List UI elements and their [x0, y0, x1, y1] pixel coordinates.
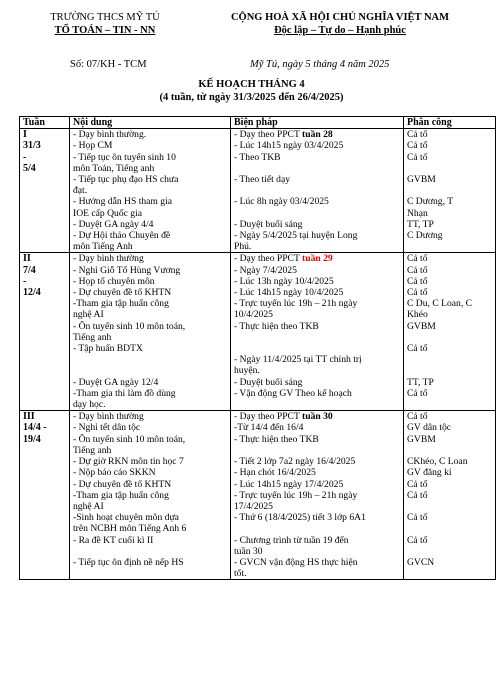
cell-line: - Ôn tuyển sinh 10 môn toán,	[73, 320, 186, 332]
cell-line: - Hạn chót 16/4/2025	[234, 467, 316, 479]
measures-cell	[231, 411, 404, 580]
cell-line	[73, 546, 227, 557]
cell-line: -	[23, 275, 27, 287]
table-row	[20, 129, 496, 253]
week-cell	[20, 411, 70, 580]
assign-cell	[404, 129, 496, 253]
assign-cell	[404, 253, 496, 411]
cell-line: 17/4/2025	[234, 500, 273, 512]
cell-line: - Tiếp tục ôn tuyển sinh 10	[73, 151, 176, 163]
country-name: CỘNG HOÀ XÃ HỘI CHỦ NGHĨA VIỆT NAM	[230, 12, 450, 23]
cell-line: - Họp tổ chuyên môn	[73, 275, 155, 287]
cell-line	[234, 332, 400, 343]
header-week: Tuần	[20, 117, 70, 129]
cell-line: - Ngày 11/4/2025 tại TT chính trị	[234, 354, 362, 366]
cell-line: trên NCBH môn Tiếng Anh 6	[73, 523, 187, 535]
cell-line: 7/4	[23, 264, 36, 276]
week-number-emphasis: tuần 28	[302, 129, 333, 141]
cell-line: - Dạy bình thường.	[73, 129, 147, 141]
cell-line: 19/4	[23, 433, 41, 445]
cell-line	[73, 365, 227, 376]
cell-line: - Duyệt GA ngày 4/4	[73, 218, 154, 230]
content-cell	[70, 253, 231, 411]
cell-line: - Dạy theo PPCT tuần 30	[234, 411, 333, 423]
cell-line: - Ngày 7/4/2025	[234, 264, 297, 276]
cell-line: - Họp CM	[73, 140, 113, 152]
cell-line	[407, 241, 492, 252]
cell-line: C Du, C Loan, C	[407, 298, 473, 310]
cell-line: Cả tổ	[407, 387, 428, 399]
cell-line: Cả tổ	[407, 489, 428, 501]
cell-line	[234, 185, 400, 196]
cell-line: - Chương trình từ tuần 19 đến	[234, 534, 349, 546]
cell-line	[407, 501, 492, 512]
cell-line: nghệ AI	[73, 309, 104, 321]
cell-line: - GVCN vận động HS thực hiện	[234, 556, 358, 568]
cell-line: -Tham gia tập huấn công	[73, 489, 169, 501]
cell-line: -Sinh hoạt chuyên môn dựa	[73, 512, 179, 524]
cell-line: CKhéo, C Loan	[407, 456, 468, 468]
cell-line: GVCN	[407, 556, 435, 568]
cell-line: 31/3	[23, 140, 41, 152]
cell-line	[407, 354, 492, 365]
cell-line: 10/4/2025	[234, 309, 273, 321]
cell-line	[407, 523, 492, 534]
cell-line: III	[23, 411, 35, 423]
cell-line: - Duyệt buổi sáng	[234, 218, 303, 230]
cell-line: - Lúc 14h15 ngày 03/4/2025	[234, 140, 344, 152]
cell-line: - Ra đề KT cuối kì II	[73, 534, 154, 546]
cell-line: môn Tiếng Anh	[73, 241, 133, 253]
content-cell	[70, 411, 231, 580]
cell-line: -Tham gia thi làm đồ dùng	[73, 387, 176, 399]
doc-subtitle: (4 tuần, từ ngày 31/3/2025 đến 26/4/2025)	[159, 92, 344, 103]
cell-line: tuần 30	[234, 545, 263, 557]
cell-line: - Trực tuyến lúc 19h – 21h ngày	[234, 489, 358, 501]
cell-line: -	[23, 151, 27, 163]
cell-line: - Dự chuyên đề tổ KHTN	[73, 287, 172, 299]
cell-line	[407, 568, 492, 579]
cell-line: - Nghỉ tết dân tộc	[73, 422, 141, 434]
cell-line: huyện.	[234, 365, 260, 377]
cell-line: - Vận động GV Theo kế hoạch	[234, 387, 352, 399]
cell-line	[407, 365, 492, 376]
cell-line: Cả tổ	[407, 140, 428, 152]
week-number-emphasis: tuần 29	[302, 253, 333, 265]
table-row	[20, 253, 496, 411]
cell-line: Tiếng anh	[73, 444, 112, 456]
cell-line: -Từ 14/4 đến 16/4	[234, 422, 304, 434]
header-measures: Biện pháp	[231, 117, 404, 129]
cell-line: 12/4	[23, 287, 41, 299]
cell-line: GV dân tộc	[407, 422, 452, 434]
cell-line: - Dự giờ RKN môn tin học 7	[73, 456, 184, 468]
cell-line: Phú.	[234, 241, 252, 253]
cell-line: - Tập huấn BDTX	[73, 343, 143, 355]
cell-line: -Tham gia tập huấn công	[73, 298, 169, 310]
cell-line	[73, 354, 227, 365]
cell-line: - Theo TKB	[234, 151, 281, 163]
cell-line: - Thực hiện theo TKB	[234, 320, 319, 332]
cell-line: môn Toán, Tiếng anh	[73, 162, 155, 174]
cell-line: Nhạn	[407, 207, 428, 219]
cell-line: 14/4 -	[23, 422, 47, 434]
cell-line: - Ngày 5/4/2025 tại huyện Long	[234, 230, 358, 242]
cell-line	[234, 399, 400, 410]
cell-line	[234, 445, 400, 456]
cell-line: nghệ AI	[73, 500, 104, 512]
place-date: Mỹ Tú, ngày 5 tháng 4 năm 2025	[250, 59, 390, 70]
cell-line: Cả tổ	[407, 411, 428, 423]
cell-line: đạt.	[73, 185, 88, 197]
group-name: TỔ TOÁN – TIN - NN	[54, 25, 156, 36]
table-header-row	[20, 117, 496, 129]
cell-line: Khéo	[407, 309, 428, 321]
cell-line	[407, 332, 492, 343]
cell-line: - Duyệt buổi sáng	[234, 376, 303, 388]
cell-line: Cả tổ	[407, 512, 428, 524]
cell-line: - Theo tiết dạy	[234, 174, 291, 186]
week-number-emphasis: tuần 30	[302, 411, 333, 423]
cell-line: - Lúc 13h ngày 10/4/2025	[234, 275, 334, 287]
cell-line: - Dạy theo PPCT tuần 28	[234, 129, 333, 141]
header-content: Nội dung	[70, 117, 231, 129]
school-name: TRƯỜNG THCS MỸ TÚ	[50, 12, 160, 23]
cell-line: IOE cấp Quốc gia	[73, 207, 142, 219]
cell-line	[234, 523, 400, 534]
cell-line: - Tiết 2 lớp 7a2 ngày 16/4/2025	[234, 456, 356, 468]
week-cell	[20, 129, 70, 253]
cell-line	[407, 445, 492, 456]
doc-title: KẾ HOẠCH THÁNG 4	[198, 79, 305, 90]
cell-line	[234, 208, 400, 219]
cell-line: - Lúc 14h15 ngày 10/4/2025	[234, 287, 344, 299]
cell-line: Cả tổ	[407, 253, 428, 265]
cell-line: - Tiếp tục ôn định nề nếp HS	[73, 556, 184, 568]
cell-line: GVBM	[407, 433, 436, 445]
cell-line: Cả tổ	[407, 264, 428, 276]
cell-line: I	[23, 129, 27, 141]
cell-line: Cả tổ	[407, 534, 428, 546]
cell-line: GV đăng kí	[407, 467, 452, 479]
cell-line: - Nộp báo cáo SKKN	[73, 467, 156, 479]
cell-line: - Nghỉ Giỗ Tổ Hùng Vương	[73, 264, 181, 276]
cell-line: - Ôn tuyển sinh 10 môn toán,	[73, 433, 186, 445]
cell-line	[407, 163, 492, 174]
cell-line: Cả tổ	[407, 343, 428, 355]
cell-line: - Dạy bình thường	[73, 411, 144, 423]
measures-cell	[231, 129, 404, 253]
cell-line: GVBM	[407, 174, 436, 186]
cell-line: II	[23, 253, 31, 265]
cell-line	[234, 163, 400, 174]
cell-line: tốt.	[234, 568, 247, 580]
cell-line: - Thứ 6 (18/4/2025) tiết 3 lớp 6A1	[234, 512, 366, 524]
cell-line: - Lúc 8h ngày 03/4/2025	[234, 196, 329, 208]
assign-cell	[404, 411, 496, 580]
cell-line: TT, TP	[407, 218, 434, 230]
cell-line: - Thực hiện theo TKB	[234, 433, 319, 445]
cell-line: Tiếng anh	[73, 331, 112, 343]
content-cell	[70, 129, 231, 253]
cell-line: - Trực tuyến lúc 19h – 21h ngày	[234, 298, 358, 310]
cell-line: Cả tổ	[407, 478, 428, 490]
cell-line: GVBM	[407, 320, 436, 332]
cell-line: - Lúc 14h15 ngày 17/4/2025	[234, 478, 344, 490]
measures-cell	[231, 253, 404, 411]
cell-line: 5/4	[23, 162, 36, 174]
cell-line: - Dạy theo PPCT tuần 29	[234, 253, 333, 265]
table-row	[20, 411, 496, 580]
cell-line: - Tiếp tục phụ đạo HS chưa	[73, 174, 179, 186]
cell-line: - Dự chuyên đề tổ KHTN	[73, 478, 172, 490]
cell-line	[407, 399, 492, 410]
cell-line: TT, TP	[407, 376, 434, 388]
week-cell	[20, 253, 70, 411]
plan-table	[19, 116, 496, 580]
cell-line: - Hướng dẫn HS tham gia	[73, 196, 173, 208]
header-assign: Phân công	[404, 117, 496, 129]
cell-line	[407, 185, 492, 196]
cell-line: dạy học.	[73, 399, 106, 411]
cell-line: - Duyệt GA ngày 12/4	[73, 376, 159, 388]
cell-line: - Dạy bình thường	[73, 253, 144, 265]
cell-line: Cả tổ	[407, 287, 428, 299]
cell-line	[234, 343, 400, 354]
doc-number: Số: 07/KH - TCM	[70, 59, 147, 70]
motto: Độc lập – Tự do – Hạnh phúc	[274, 25, 406, 36]
cell-line	[407, 546, 492, 557]
cell-line: - Dự Hội thảo Chuyên đề	[73, 230, 171, 242]
cell-line: C Dương	[407, 230, 443, 242]
cell-line: C Dương, T	[407, 196, 454, 208]
cell-line: Cả tổ	[407, 151, 428, 163]
cell-line: Cả tổ	[407, 275, 428, 287]
cell-line: Cả tổ	[407, 129, 428, 141]
